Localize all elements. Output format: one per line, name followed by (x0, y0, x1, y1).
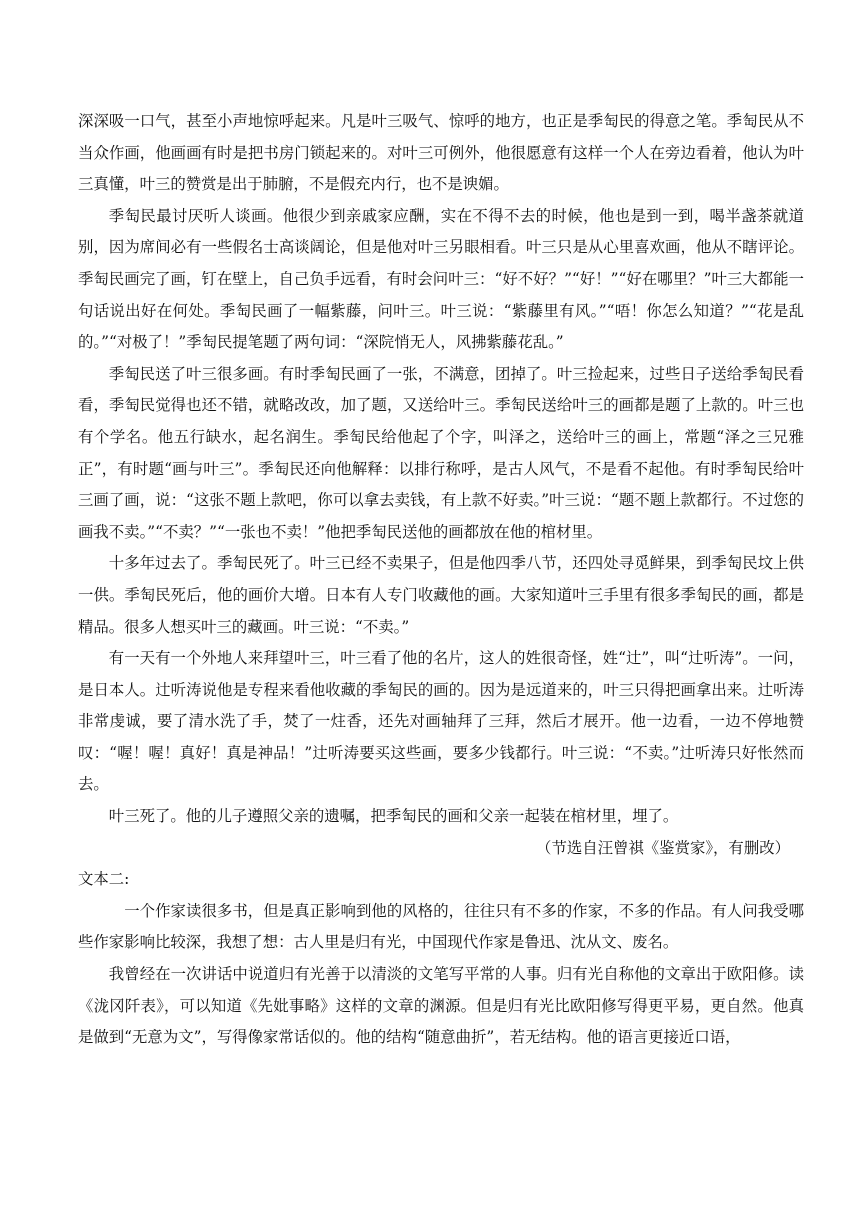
paragraph: 叶三死了。他的儿子遵照父亲的遗嘱，把季匋民的画和父亲一起装在棺材里，埋了。 (108, 807, 679, 826)
paragraph: 一个作家读很多书，但是真正影响到他的风格的，往往只有不多的作家，不多的作品。有人问我受哪些作家影响比较深，我想了想：古人里是归有光，中国现代作家是鲁迅、沈从文、废名。 (78, 901, 804, 952)
paragraph: 有一天有一个外地人来拜望叶三，叶三看了他的名片，这人的姓很奇怪，姓“辻”，叫“辻听涛”。一问，是日本人。辻听涛说他是专程来看他收藏的季匋民的画的。因为是远道来的，叶三只得把画拿出来。辻听涛非常虔诚，要了清水洗了手，焚了一炷香，还先对画轴拜了三拜，然后才展开。他一边看，一边不停地赞叹：“喔！喔！真好！真是神品！”辻听涛要买这些画，要多少钱都行。叶三说：“不卖。”辻听涛只好怅然而去。 (78, 649, 804, 794)
document-page (78, 106, 804, 1054)
paragraph: 十多年过去了。季匋民死了。叶三已经不卖果子，但是他四季八节，还四处寻觅鲜果，到季匋民坟上供一供。季匋民死后，他的画价大增。日本有人专门收藏他的画。大家知道叶三手里有很多季匋民的画，都是精品。很多人想买叶三的藏画。叶三说：“不卖。” (78, 554, 804, 636)
paragraph: 深深吸一口气，甚至小声地惊呼起来。凡是叶三吸气、惊呼的地方，也正是季匋民的得意之笔。季匋民从不当众作画，他画画有时是把书房门锁起来的。对叶三可例外，他很愿意有这样一个人在旁边看着，他认为叶三真懂，叶三的赞赏是出于肺腑，不是假充内行，也不是谀媚。 (78, 112, 804, 194)
paragraph: 季匋民最讨厌听人谈画。他很少到亲戚家应酬，实在不得不去的时候，他也是到一到，喝半盏茶就道别，因为席间必有一些假名士高谈阔论，但是他对叶三另眼相看。叶三只是从心里喜欢画，他从不瞎评论。季匋民画完了画，钉在壁上，自己负手远看，有时会问叶三：“好不好？”“好！”“好在哪里？”叶三大都能一句话说出好在何处。季匋民画了一幅紫藤，问叶三。叶三说：“紫藤里有风。”“唔！你怎么知道？”“花是乱的。”“对极了！”季匋民提笔题了两句词：“深院悄无人，风拂紫藤花乱。” (78, 206, 804, 352)
section-label: 文本二: (78, 870, 130, 889)
source-citation: （节选自汪曾祺《鉴赏家》，有删改） (536, 838, 790, 857)
paragraph: 季匋民送了叶三很多画。有时季匋民画了一张，不满意，团掉了。叶三捡起来，过些日子送给季匋民看看，季匋民觉得也还不错，就略改改，加了题，又送给叶三。季匋民送给叶三的画都是题了上款的。叶三也有个学名。他五行缺水，起名润生。季匋民给他起了个字，叫泽之，送给叶三的画上，常题“泽之三兄雅正”，有时题“画与叶三”。季匋民还向他解释：以排行称呼，是古人风气，不是看不起他。有时季匋民给叶三画了画，说：“这张不题上款吧，你可以拿去卖钱，有上款不好卖。”叶三说：“题不题上款都行。不过您的画我不卖。”“不卖？”“一张也不卖！”他把季匋民送他的画都放在他的棺材里。 (78, 364, 804, 541)
paragraph: 我曾经在一次讲话中说道归有光善于以清淡的文笔写平常的人事。归有光自称他的文章出于欧阳修。读《泷冈阡表》，可以知道《先妣事略》这样的文章的渊源。但是归有光比欧阳修写得更平易，更自然。他真是做到“无意为文”，写得像家常话似的。他的结构“随意曲折”，若无结构。他的语言更接近口语， (78, 965, 804, 1047)
